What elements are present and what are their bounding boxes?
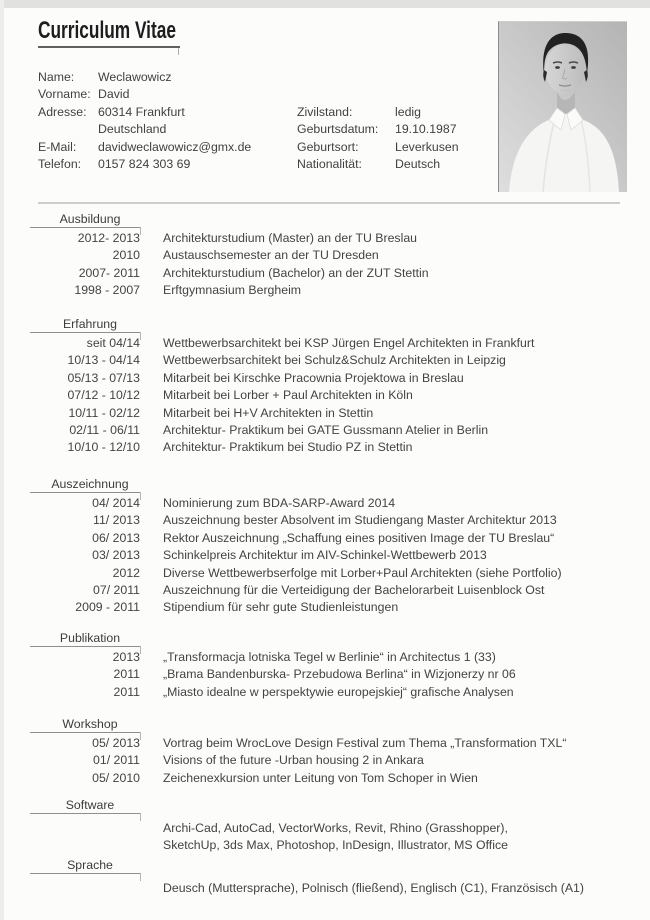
cv-entry-row [30,565,630,582]
info-value: 19.10.1987 [395,122,457,137]
info-row [297,121,459,138]
entry-text: „Transformacja lotniska Tegel w Berlinie“ in Architectus 1 (33) [163,650,496,664]
entry-date: 05/ 2010 [92,770,140,785]
entry-date: 06/ 2013 [92,530,140,545]
cv-entry-row [30,547,630,564]
entry-text: Mitarbeit bei Lorber + Paul Architekten in Köln [163,388,413,403]
section-heading-auszeichnung: Auszeichnung [30,477,140,493]
entry-date: 2007- 2011 [78,265,140,280]
cv-entry-row [30,666,630,683]
cv-entry-row [30,820,630,837]
page-title: Curriculum Vitae [38,17,176,44]
info-label: Adresse: [38,104,87,119]
info-row [297,139,459,156]
cv-entry-row [30,684,630,701]
cv-entry-row [30,582,630,599]
info-value: Deutsch [395,157,441,172]
section-rows [30,735,630,787]
personal-info-right [297,104,459,174]
section-rows [30,820,630,855]
cv-entry-row [30,599,630,616]
entry-date: 1998 - 2007 [74,283,140,298]
info-value: Leverkusen [395,139,459,154]
cv-entry-row [30,649,630,666]
personal-info-left [38,69,251,173]
entry-text: Mitarbeit bei Kirschke Pracownia Projektowa in Breslau [163,370,464,385]
entry-text: „Miasto idealne w perspektywie europejskiej“ grafische Analysen [163,684,514,699]
entry-date: 10/13 - 04/14 [67,353,140,368]
cv-entry-row [30,495,630,512]
entry-date: 2011 [113,667,140,682]
entry-text: Archi-Cad, AutoCad, VectorWorks, Revit, Rhino (Grasshopper), [163,821,508,835]
section-heading-publikation: Publikation [30,631,140,647]
entry-date: 02/11 - 06/11 [69,423,140,438]
info-row [38,104,251,121]
section-heading-erfahrung: Erfahrung [30,317,140,333]
entry-text: „Brama Bandenburska- Przebudowa Berlina“ in Wizjonerzy nr 06 [163,667,516,682]
cv-entry-row [30,735,630,752]
cv-entry-row [30,387,630,404]
info-label: Nationalität: [297,157,362,172]
entry-date: 05/ 2013 [92,736,140,750]
entry-text: Schinkelpreis Architektur im AIV-Schinkel-Wettbewerb 2013 [163,548,487,563]
info-row [38,139,251,156]
entry-text: Erftgymnasium Bergheim [163,283,302,298]
entry-text: Visions of the future -Urban housing 2 in Ankara [163,753,424,768]
entry-date: 01/ 2011 [93,753,140,768]
portrait-photo-graphic [499,22,627,192]
entry-date: 05/13 - 07/13 [67,370,140,385]
email-value: davidweclawowicz@gmx.de [98,139,252,154]
entry-text: Zeichenexkursion unter Leitung von Tom Schoper in Wien [163,770,478,785]
portrait-photo [498,21,627,192]
entry-date: 10/11 - 02/12 [68,405,140,420]
section-rows [30,230,630,300]
entry-text: Architektur- Praktikum bei GATE Gussmann Atelier in Berlin [163,423,489,438]
entry-date [30,820,140,837]
entry-text: Architektur- Praktikum bei Studio PZ in Stettin [163,440,413,455]
info-value: Weclawowicz [98,70,172,84]
page-edge-top [0,0,650,8]
info-row [297,156,459,173]
page-edge-left [0,0,4,920]
entry-text: Architekturstudium (Bachelor) an der ZUT Stettin [163,265,429,280]
entry-text: Vortrag beim WrocLove Design Festival zum Thema „Transformation TXL“ [163,736,567,750]
cv-entry-row [30,752,630,769]
entry-date: 07/ 2011 [93,583,140,598]
section-divider-rule [38,202,620,204]
section-heading-ausbildung: Ausbildung [30,212,140,228]
section-publikation [30,631,630,701]
info-label: Geburtsdatum: [297,122,379,137]
info-row [38,69,251,86]
section-rows [30,649,630,701]
cv-entry-row [30,352,630,369]
entry-date: 2012 [112,565,140,580]
entry-date: seit 04/14 [86,336,140,350]
cv-entry-row [30,439,630,456]
entry-date: 2012- 2013 [77,231,140,245]
entry-text: Auszeichnung für die Verteidigung der Bachelorarbeit Luisenblock Ost [163,583,545,598]
cv-entry-row [30,247,630,264]
info-label: Telefon: [38,157,82,172]
entry-text: Mitarbeit bei H+V Architekten in Stettin [163,405,374,420]
cv-entry-row [30,282,630,299]
entry-text: SketchUp, 3ds Max, Photoshop, InDesign, Illustrator, MS Office [163,838,508,853]
info-label: Zivilstand: [297,105,353,119]
info-value: ledig [395,105,421,119]
entry-text: Rektor Auszeichnung „Schaffung eines positiven Image der TU Breslau“ [163,530,555,545]
entry-date: 2013 [112,650,140,664]
entry-text: Wettbewerbsarchitekt bei Schulz&Schulz Architekten in Leipzig [163,353,506,368]
section-auszeichnung [30,477,630,617]
entry-date [30,837,140,854]
section-erfahrung [30,317,630,457]
entry-text: Deusch (Muttersprache), Polnisch (fließend), Englisch (C1), Französisch (A1) [163,881,584,895]
entry-text: Austauschsemester an der TU Dresden [163,248,379,263]
entry-text: Diverse Wettbewerbserfolge mit Lorber+Paul Architekten (siehe Portfolio) [163,565,562,580]
entry-date: 04/ 2014 [92,496,140,510]
entry-date: 2010 [112,248,140,263]
info-row [38,121,251,138]
info-label: Geburtsort: [297,139,359,154]
section-heading-workshop: Workshop [30,717,140,733]
section-software [30,798,630,855]
info-label: Name: [38,70,75,84]
section-workshop [30,717,630,787]
entry-text: Stipendium für sehr gute Studienleistungen [163,600,399,615]
cv-entry-row [30,880,630,897]
info-row [38,86,251,103]
entry-date [30,880,140,897]
cv-entry-row [30,770,630,787]
section-ausbildung [30,212,630,300]
section-sprache [30,858,630,897]
entry-date: 07/12 - 10/12 [67,388,140,403]
cv-entry-row [30,422,630,439]
cv-entry-row [30,370,630,387]
section-heading-sprache: Sprache [30,858,140,874]
info-row [38,156,251,173]
section-rows [30,335,630,457]
entry-date: 2009 - 2011 [75,600,140,615]
info-label [38,121,98,138]
entry-text: Auszeichnung bester Absolvent im Studiengang Master Architektur 2013 [163,513,557,528]
cv-entry-row [30,335,630,352]
entry-date: 2011 [113,684,140,699]
section-rows [30,880,630,897]
cv-entry-row [30,530,630,547]
entry-date: 10/10 - 12/10 [67,440,140,455]
cv-entry-row [30,230,630,247]
cv-entry-row [30,512,630,529]
entry-text: Architekturstudium (Master) an der TU Breslau [163,231,417,245]
entry-text: Wettbewerbsarchitekt bei KSP Jürgen Engel Architekten in Frankfurt [163,336,535,350]
info-row [297,104,459,121]
entry-date: 11/ 2013 [93,513,140,528]
entry-date: 03/ 2013 [92,548,140,563]
section-rows [30,495,630,617]
title-underline-tick [178,48,179,55]
info-value: 60314 Frankfurt [98,104,185,119]
cv-entry-row [30,405,630,422]
info-label: E-Mail: [38,139,77,154]
info-value: Deutschland [98,122,167,137]
info-label: Vorname: [38,87,91,102]
cv-entry-row [30,265,630,282]
info-value: David [98,87,130,102]
title-underline [38,46,180,48]
cv-entry-row [30,837,630,854]
entry-text: Nominierung zum BDA-SARP-Award 2014 [163,496,396,510]
phone-value: 0157 824 303 69 [98,157,191,172]
section-heading-software: Software [30,798,140,814]
